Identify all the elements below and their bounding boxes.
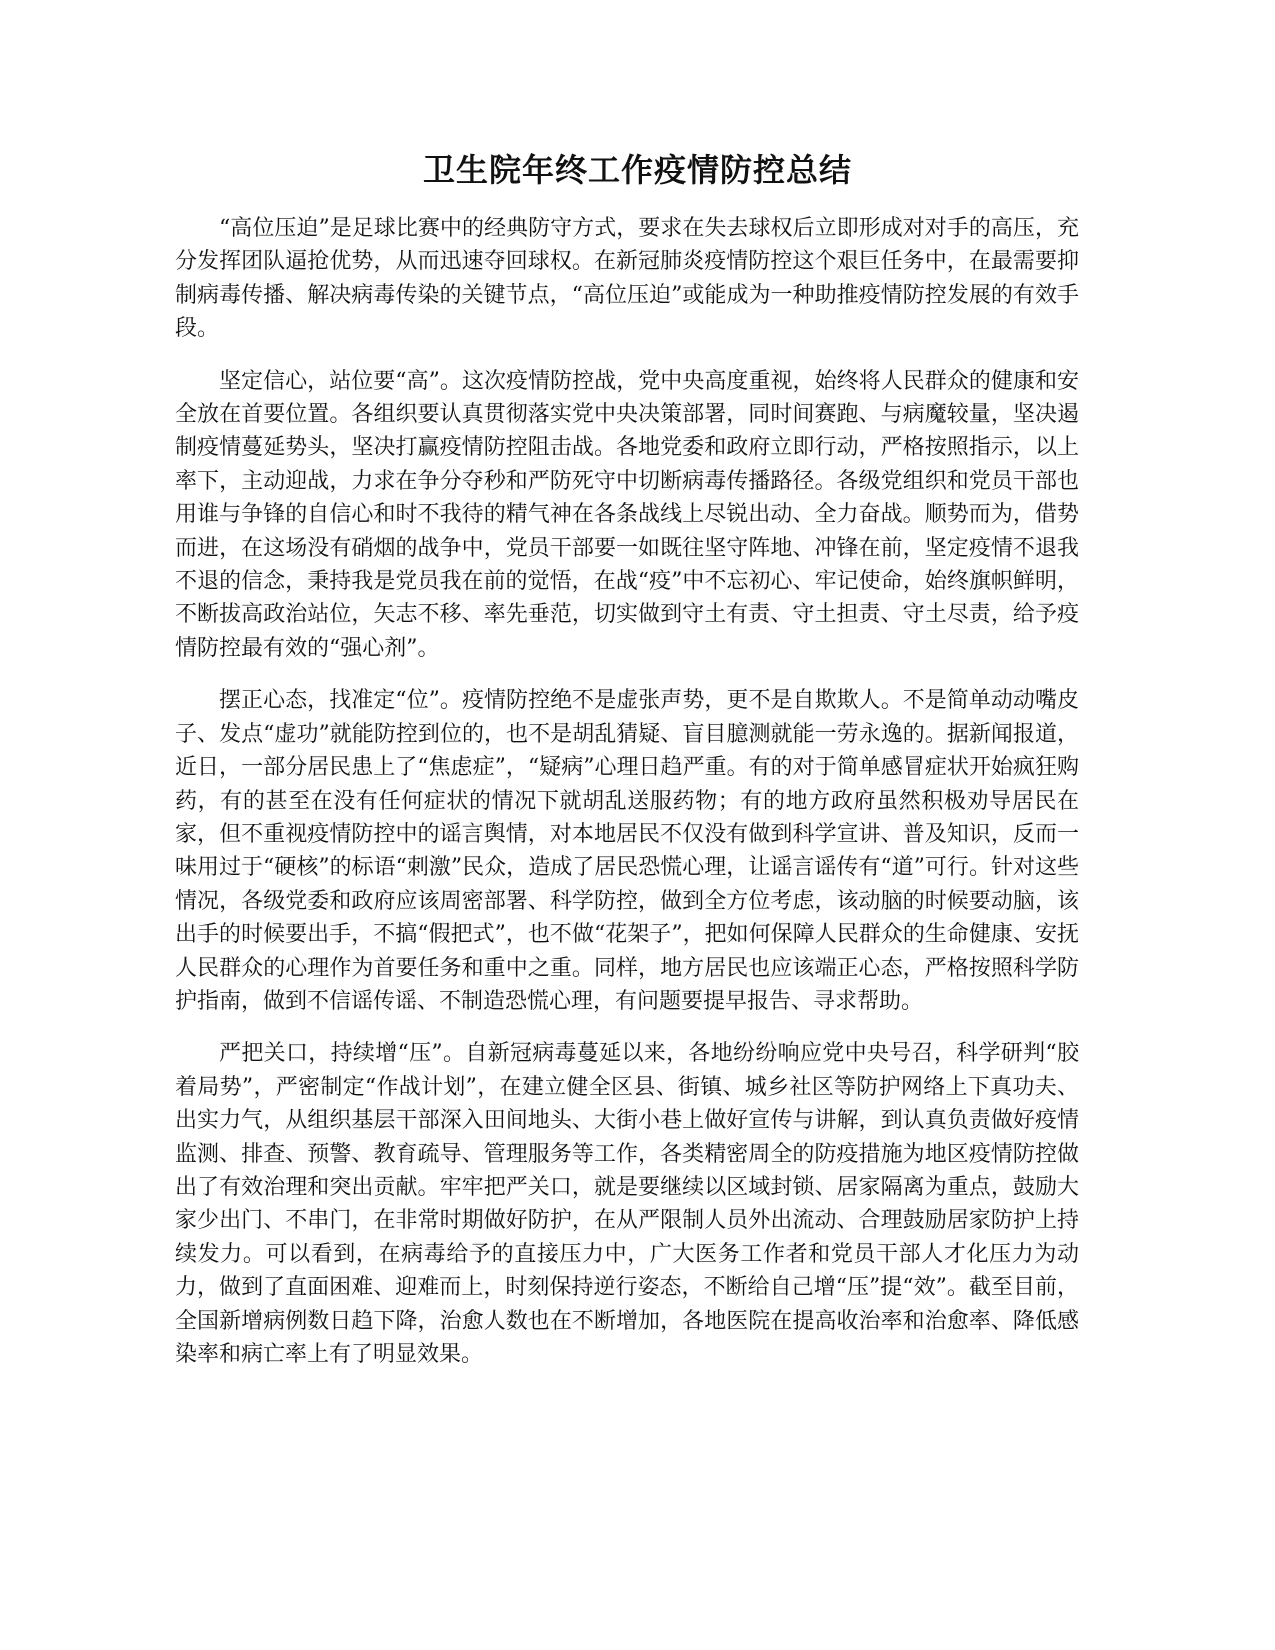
document-title: 卫生院年终工作疫情防控总结 bbox=[422, 151, 852, 189]
paragraph-pressure: 严把关口，持续增“压”。自新冠病毒蔓延以来，各地纷纷响应党中央号召，科学研判“胶着局势”，严密制定“作战计划”，在建立健全区县、街镇、城乡社区等防护网络上下真功夫、出实力气，从组织基层干部深入田间地头、大街小巷上做好宣传与讲解，到认真负责做好疫情监测、排查、预警、教育疏导、管理服务等工作，各类精密周全的防疫措施为地区疫情防控做出了有效治理和突出贡献。牢牢把严关口，就是要继续以区域封锁、居家隔离为重点，鼓励大家少出门、不串门，在非常时期做好防护，在从严限制人员外出流动、合理鼓励居家防护上持续发力。可以看到，在病毒给予的直接压力中，广大医务工作者和党员干部人才化压力为动力，做到了直面困难、迎难而上，时刻保持逆行姿态，不断给自己增“压”提“效”。截至目前，全国新增病例数日趋下降，治愈人数也在不断增加，各地医院在提高收治率和治愈率、降低感染率和病亡率上有了明显效果。 bbox=[175, 1041, 1079, 1367]
paragraph-confidence: 坚定信心，站位要“高”。这次疫情防控战，党中央高度重视，始终将人民群众的健康和安全放在首要位置。各组织要认真贯彻落实党中央决策部署，同时间赛跑、与病魔较量，坚决遏制疫情蔓延势头，坚决打赢疫情防控阻击战。各地党委和政府立即行动，严格按照指示，以上率下，主动迎战，力求在争分夺秒和严防死守中切断病毒传播路径。各级党组织和党员干部也用谁与争锋的自信心和时不我待的精气神在各条战线上尽锐出动、全力奋战。顺势而为，借势而进，在这场没有硝烟的战争中，党员干部要一如既往坚守阵地、冲锋在前，坚定疫情不退我不退的信念，秉持我是党员我在前的觉悟，在战“疫”中不忘初心、牢记使命，始终旗帜鲜明，不断拔高政治站位，矢志不移、率先垂范，切实做到守土有责、守土担责、守土尽责，给予疫情防控最有效的“强心剂”。 bbox=[175, 368, 1079, 661]
paragraph-mindset: 摆正心态，找准定“位”。疫情防控绝不是虚张声势，更不是自欺欺人。不是简单动动嘴皮子、发点“虚功”就能防控到位的，也不是胡乱猜疑、盲目臆测就能一劳永逸的。据新闻报道，近日，一部分居民患上了“焦虑症”，“疑病”心理日趋严重。有的对于简单感冒症状开始疯狂购药，有的甚至在没有任何症状的情况下就胡乱送服药物；有的地方政府虽然积极劝导居民在家，但不重视疫情防控中的谣言舆情，对本地居民不仅没有做到科学宣讲、普及知识，反而一味用过于“硬核”的标语“刺激”民众，造成了居民恐慌心理，让谣言谣传有“道”可行。针对这些情况，各级党委和政府应该周密部署、科学防控，做到全方位考虑，该动脑的时候要动脑，该出手的时候要出手，不搞“假把式”，也不做“花架子”，把如何保障人民群众的生命健康、安抚人民群众的心理作为首要任务和重中之重。同样，地方居民也应该端正心态，严格按照科学防护指南，做到不信谣传谣、不制造恐慌心理，有问题要提早报告、寻求帮助。 bbox=[175, 688, 1079, 1014]
document-body bbox=[175, 212, 1079, 1390]
paragraph-intro: “高位压迫”是足球比赛中的经典防守方式，要求在失去球权后立即形成对对手的高压，充分发挥团队逼抢优势，从而迅速夺回球权。在新冠肺炎疫情防控这个艰巨任务中，在最需要抑制病毒传播、解决病毒传染的关键节点，“高位压迫”或能成为一种助推疫情防控发展的有效手段。 bbox=[175, 216, 1079, 342]
